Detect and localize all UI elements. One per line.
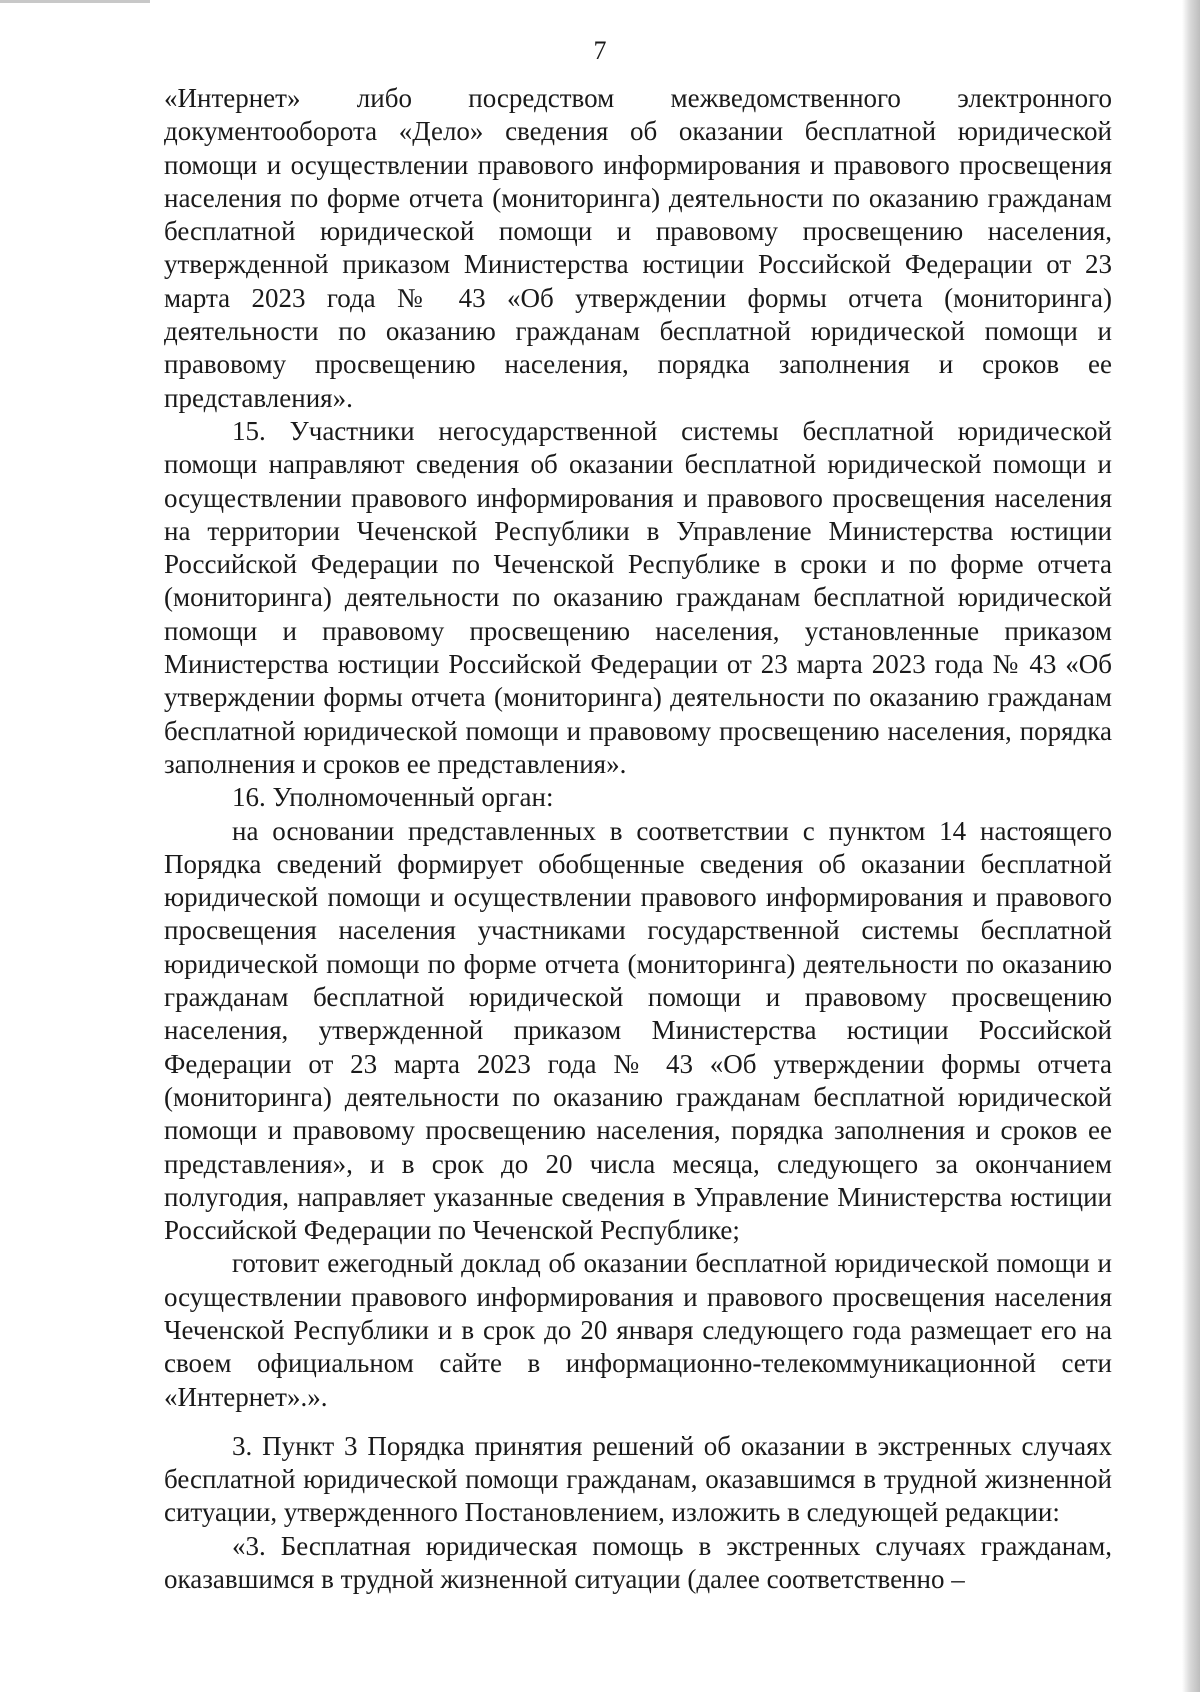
- paragraph-item-16-b: готовит ежегодный доклад об оказании бесплатной юридической помощи и осуществлении правового информирования и правового просвещения населения Чеченской Республики и в срок до 20 января следующего года размещает его на своем официальном сайте в информационно-телекоммуникационной сети «Интернет».».: [164, 1248, 1112, 1412]
- document-body: [164, 82, 1112, 1596]
- paragraph-item-16-a: на основании представленных в соответствии с пунктом 14 настоящего Порядка сведений формирует обобщенные сведения об оказании бесплатной юридической помощи и осуществлении правового информирования и правового просвещения населения участниками государственной системы бесплатной юридической помощи по форме отчета (мониторинга) деятельности по оказанию гражданам бесплатной юридической помощи и правовому просвещению населения, утвержденной приказом Министерства юстиции Российской Федерации от 23 марта 2023 года № 43 «Об утверждении формы отчета (мониторинга) деятельности по оказанию гражданам бесплатной юридической помощи и правовому просвещению населения, порядка заполнения и сроков ее представления», и в срок до 20 числа месяца, следующего за окончанием полугодия, направляет указанные сведения в Управление Министерства юстиции Российской Федерации по Чеченской Республике;: [164, 815, 1112, 1246]
- paragraph-item-15: 15. Участники негосударственной системы бесплатной юридической помощи направляют сведения об оказании бесплатной юридической помощи и осуществлении правового информирования и правового просвещения населения на территории Чеченской Республики в Управление Министерства юстиции Российской Федерации по Чеченской Республике в сроки и по форме отчета (мониторинга) деятельности по оказанию гражданам бесплатной юридической помощи и правовому просвещению населения, установленные приказом Министерства юстиции Российской Федерации от 23 марта 2023 года № 43 «Об утверждении формы отчета (мониторинга) деятельности по оказанию гражданам бесплатной юридической помощи и правовому просвещению населения, порядка заполнения и сроков ее представления».: [164, 415, 1112, 779]
- scan-edge-right: [1182, 0, 1200, 1692]
- paragraph-item-3: 3. Пункт 3 Порядка принятия решений об оказании в экстренных случаях бесплатной юридической помощи гражданам, оказавшимся в трудной жизненной ситуации, утвержденного Постановлением, изложить в следующей редакции:: [164, 1430, 1112, 1528]
- paragraph-item-3-quote: «3. Бесплатная юридическая помощь в экстренных случаях гражданам, оказавшимся в трудной жизненной ситуации (далее соответственно –: [164, 1530, 1112, 1595]
- paragraph-continuation: «Интернет» либо посредством межведомственного электронного документооборота «Дело» сведения об оказании бесплатной юридической помощи и осуществлении правового информирования и правового просвещения населения по форме отчета (мониторинга) деятельности по оказанию гражданам бесплатной юридической помощи и правовому просвещению населения, утвержденной приказом Министерства юстиции Российской Федерации от 23 марта 2023 года № 43 «Об утверждении формы отчета (мониторинга) деятельности по оказанию гражданам бесплатной юридической помощи и правовому просвещению населения, порядка заполнения и сроков ее представления».: [164, 83, 1112, 413]
- scan-edge-top: [0, 0, 150, 3]
- page-number: 7: [593, 36, 607, 65]
- paragraph-item-16: 16. Уполномоченный орган:: [232, 782, 554, 813]
